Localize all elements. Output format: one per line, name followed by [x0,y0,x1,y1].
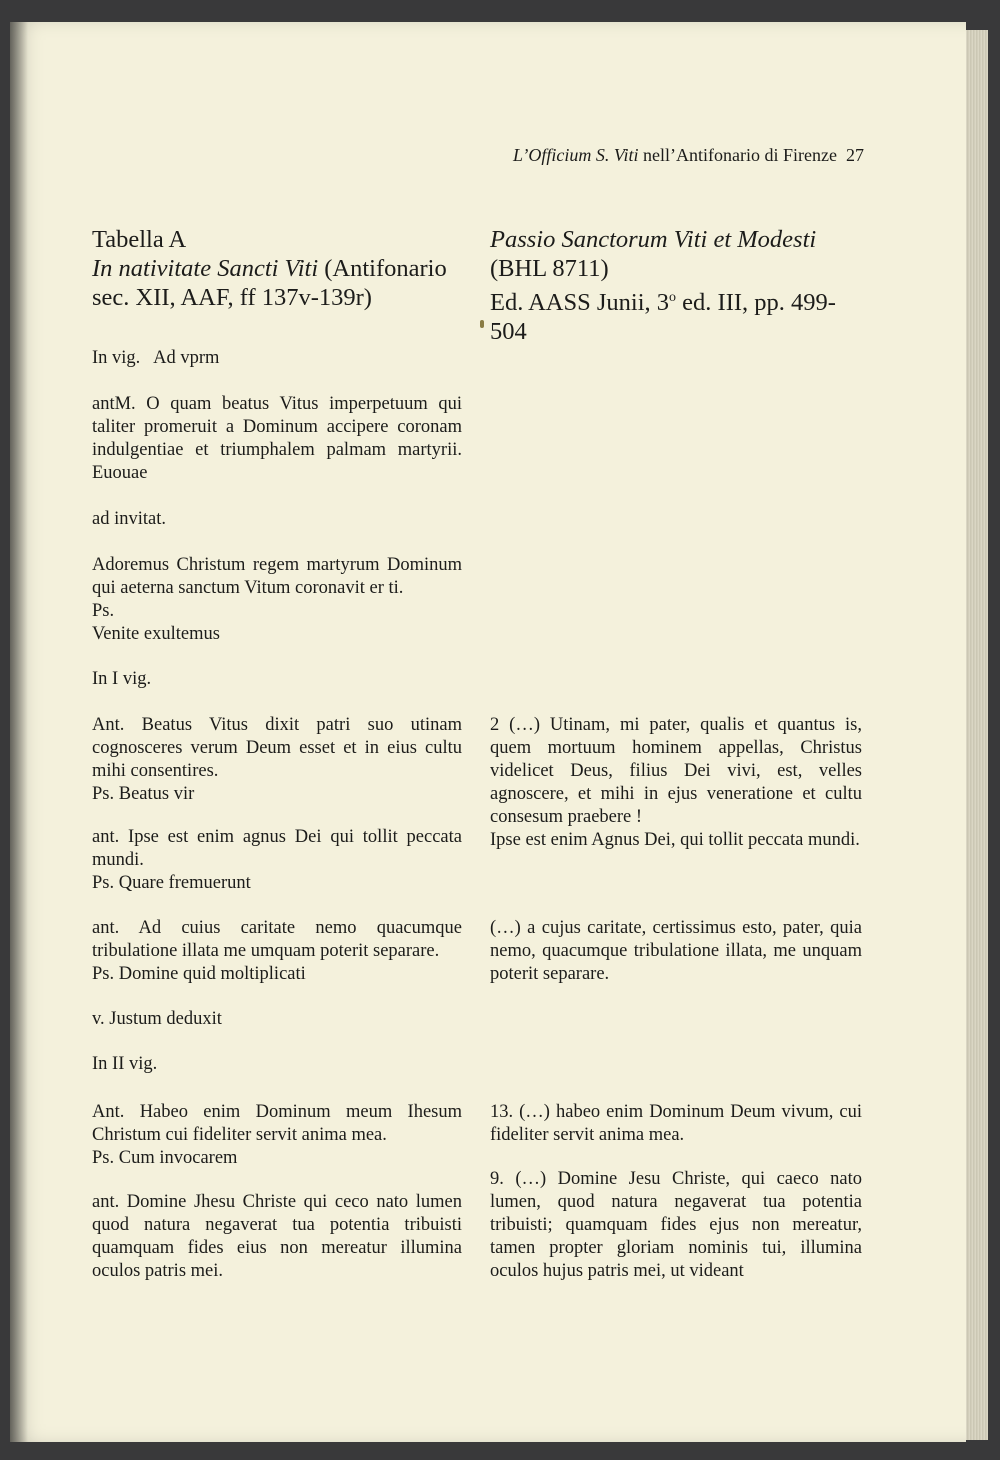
left-title-line2-rest: (Antifonario [318,255,447,282]
left-block-first-vigil-heading: In I vig. [92,669,152,689]
right-passage-2-text: 2 (…) Utinam, mi pater, qualis et quantus is, quem mortuum hominem appellas, Christus videlicet Deus, filius Dei vivi, est, velles agnoscere, et mihi in ejus veneratione et cultu consesum praebere ! [490,715,862,827]
header-title-rest: nell’Antifonario di Firenze [638,145,837,165]
running-header [492,145,864,166]
left-antiphon-2-psalm: Ps. Beatus vir [92,784,195,804]
right-title-line3-sup: o [669,290,677,305]
right-title-line3-post: ed. III, pp. 499-504 [490,289,836,346]
right-passage-2-followup: Ipse est enim Agnus Dei, qui tollit peccata mundi. [490,830,860,850]
right-block-passage-9: 9. (…) Domine Jesu Christe, qui caeco nato lumen, quod natura negaverat tua potentia tribuisti; quamquam fides ejus non mereatur, tamen propter gloriam nominis tui, illumina oculos hujus patris mei, ut videant [490,1169,862,1281]
right-title-line3-pre: Ed. AASS Junii, 3 [490,289,670,317]
left-invitatory-text: Adoremus Christum regem martyrum Dominum qui aeterna sanctum Vitum coronavit er ti. [92,555,462,598]
left-antiphon-4-text: ant. Ad cuius caritate nemo quacumque tribulatione illata me umquam poterit separare. [92,918,462,961]
left-block-antiphon-3 [92,826,462,895]
left-title-line3: sec. XII, AAF, ff 137v-139r) [92,284,372,311]
ink-speck [480,320,484,328]
right-title-line1 [490,225,862,254]
left-block-antiphon-5 [92,1101,462,1170]
left-title-line2 [92,254,462,283]
right-block-passage-2 [490,714,862,852]
left-antiphon-5-psalm: Ps. Cum invocarem [92,1148,238,1168]
right-title-line1-italic: Passio Sanctorum Viti et Modesti [490,226,817,253]
binding-gutter [10,22,28,1442]
left-block-antiphon-6: ant. Domine Jhesu Christe qui ceco nato lumen quod natura negaverat tua potentia tribuisti quamquam fides eius non mereatur illumina oculos patris mei. [92,1192,462,1281]
left-column-title [92,225,462,312]
left-block-versicle: v. Justum deduxit [92,1009,222,1029]
left-block-second-vigil-heading: In II vig. [92,1054,158,1074]
left-title-line2-italic: In nativitate Sancti Viti [92,255,319,282]
left-block-antiphon-4 [92,917,462,986]
left-antiphon-2-text: Ant. Beatus Vitus dixit patri suo utinam cognosceres verum Deum esset et in eius cultu mihi consentires. [92,715,462,781]
right-block-passage-13: 13. (…) habeo enim Dominum Deum vivum, cui fideliter servit anima mea. [490,1102,862,1145]
right-block-passage-caritate: (…) a cujus caritate, certissimus esto, pater, quia nemo, quacumque tribulatione illata, me unquam poterit separare. [490,918,862,984]
left-antiphon-4-psalm: Ps. Domine quid moltiplicati [92,964,306,984]
page-number: 27 [846,145,864,165]
right-column-title [490,225,862,346]
left-block-antiphon-1: antM. O quam beatus Vitus imperpetuum qui taliter promeruit a Dominum accipere coronam indulgentiae et triumphalem palmam martyrii. Euouae [92,394,462,483]
left-antiphon-3-psalm: Ps. Quare fremuerunt [92,873,251,893]
right-title-line3 [490,283,862,346]
left-antiphon-3-text: ant. Ipse est enim agnus Dei qui tollit peccata mundi. [92,827,462,870]
left-invitatory-psalm: Venite exultemus [92,624,220,644]
left-antiphon-5-text: Ant. Habeo enim Dominum meum Ihesum Christum cui fideliter servit anima mea. [92,1102,462,1145]
left-title-line1: Tabella A [92,226,187,253]
left-block-vigil-heading: In vig. Ad vprm [92,348,220,368]
left-block-invitatory-heading: ad invitat. [92,509,166,529]
left-block-antiphon-2 [92,714,462,806]
left-invitatory-ps: Ps. [92,601,115,621]
header-title-italic: L’Officium S. Viti [513,145,639,165]
left-block-invitatory [92,554,462,646]
right-title-line2: (BHL 8711) [490,255,609,282]
